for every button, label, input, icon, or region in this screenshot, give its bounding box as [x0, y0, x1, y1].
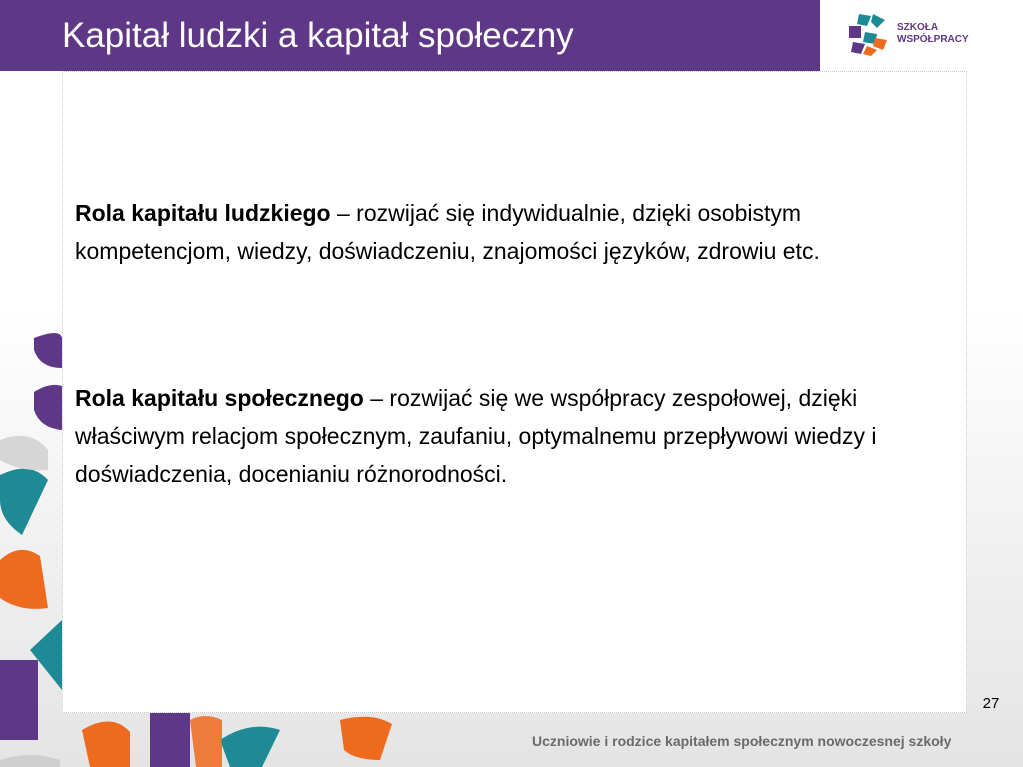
school-logo	[845, 10, 995, 60]
paragraph-social-capital	[75, 379, 960, 493]
paragraph-1-heading: Rola kapitału ludzkiego	[75, 200, 331, 226]
title-bar	[0, 0, 820, 71]
logo-line-2: WSPÓŁPRACY	[897, 34, 969, 45]
logo-wordmark	[897, 22, 969, 46]
paragraph-1-text: – rozwijać się indywidualnie, dzięki osobistym kompetencjom, wiedzy, doświadczeniu, znajomości języków, zdrowiu etc.	[75, 200, 820, 264]
slide-title: Kapitał ludzki a kapitał społeczny	[62, 16, 574, 55]
paragraph-2-heading: Rola kapitału społecznego	[75, 385, 364, 411]
logo-line-1: SZKOŁA	[897, 22, 939, 33]
paragraph-2-text: – rozwijać się we współpracy zespołowej, dzięki właściwym relacjom społecznym, zaufaniu, optymalnemu przepływowi wiedzy i doświadczenia, docenianiu różnorodności.	[75, 385, 877, 487]
content-area	[62, 71, 967, 713]
page-number: 27	[982, 695, 1000, 712]
footer-text: Uczniowie i rodzice kapitałem społecznym nowoczesnej szkoły	[532, 733, 952, 749]
paragraph-human-capital	[75, 194, 960, 270]
logo-mark-icon	[845, 10, 889, 56]
